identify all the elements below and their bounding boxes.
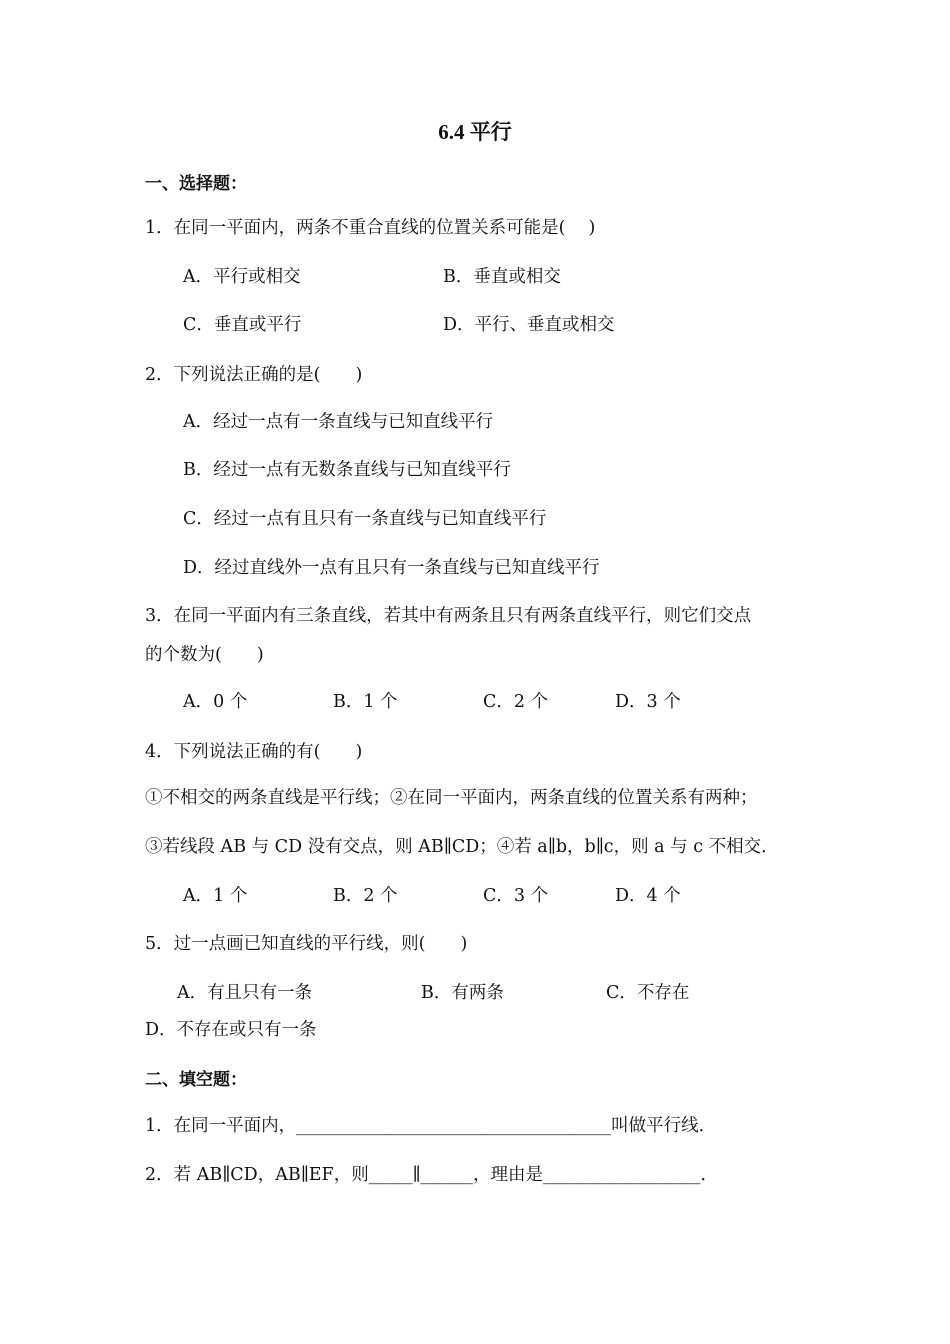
question-3-stem-line1: 3．在同一平面内有三条直线，若其中有两条且只有两条直线平行，则它们交点 <box>145 606 752 626</box>
question-5-option-d: D．不存在或只有一条 <box>145 1020 317 1040</box>
question-1-option-a: A．平行或相交 <box>183 267 301 287</box>
question-3-option-d: D．3 个 <box>615 692 681 712</box>
question-3-option-b: B．1 个 <box>333 692 398 712</box>
section-heading-choice: 一、选择题： <box>145 174 247 194</box>
question-2-option-d: D．经过直线外一点有且只有一条直线与已知直线平行 <box>183 558 600 578</box>
question-2-stem: 2．下列说法正确的是( ) <box>145 365 363 385</box>
section-heading-fill: 二、填空题： <box>145 1070 247 1090</box>
fill-question-2: 2．若 AB∥CD，AB∥EF，则_____∥______，理由是__________________． <box>145 1165 719 1185</box>
question-4-statement-line2: ③若线段 AB 与 CD 没有交点，则 AB∥CD；④若 a∥b，b∥c，则 a 与 c 不相交． <box>145 837 779 857</box>
question-4-stem: 4．下列说法正确的有( ) <box>145 742 363 762</box>
question-3-option-c: C．2 个 <box>483 692 549 712</box>
question-5-option-a: A．有且只有一条 <box>177 983 313 1003</box>
question-2-option-c: C．经过一点有且只有一条直线与已知直线平行 <box>183 509 547 529</box>
question-1-option-b: B．垂直或相交 <box>443 267 561 287</box>
question-1-option-d: D．平行、垂直或相交 <box>443 315 615 335</box>
question-5-option-b: B．有两条 <box>421 983 504 1003</box>
question-1-option-c: C．垂直或平行 <box>183 315 302 335</box>
question-4-option-c: C．3 个 <box>483 886 549 906</box>
question-4-option-b: B．2 个 <box>333 886 398 906</box>
question-4-option-a: A．1 个 <box>183 886 248 906</box>
fill-question-1: 1．在同一平面内，____________________________________叫做平行线． <box>145 1116 717 1136</box>
question-3-stem-line2: 的个数为( ) <box>145 645 264 665</box>
question-2-option-a: A．经过一点有一条直线与已知直线平行 <box>183 412 494 432</box>
question-5-stem: 5．过一点画已知直线的平行线，则( ) <box>145 934 468 954</box>
question-1-stem: 1．在同一平面内，两条不重合直线的位置关系可能是( ) <box>145 218 596 238</box>
question-4-statement-line1: ①不相交的两条直线是平行线；②在同一平面内，两条直线的位置关系有两种； <box>145 788 758 808</box>
question-4-option-d: D．4 个 <box>615 886 681 906</box>
question-3-option-a: A．0 个 <box>183 692 248 712</box>
question-2-option-b: B．经过一点有无数条直线与已知直线平行 <box>183 460 511 480</box>
question-5-option-c: C．不存在 <box>606 983 690 1003</box>
page-title: 6.4 平行 <box>438 120 512 144</box>
